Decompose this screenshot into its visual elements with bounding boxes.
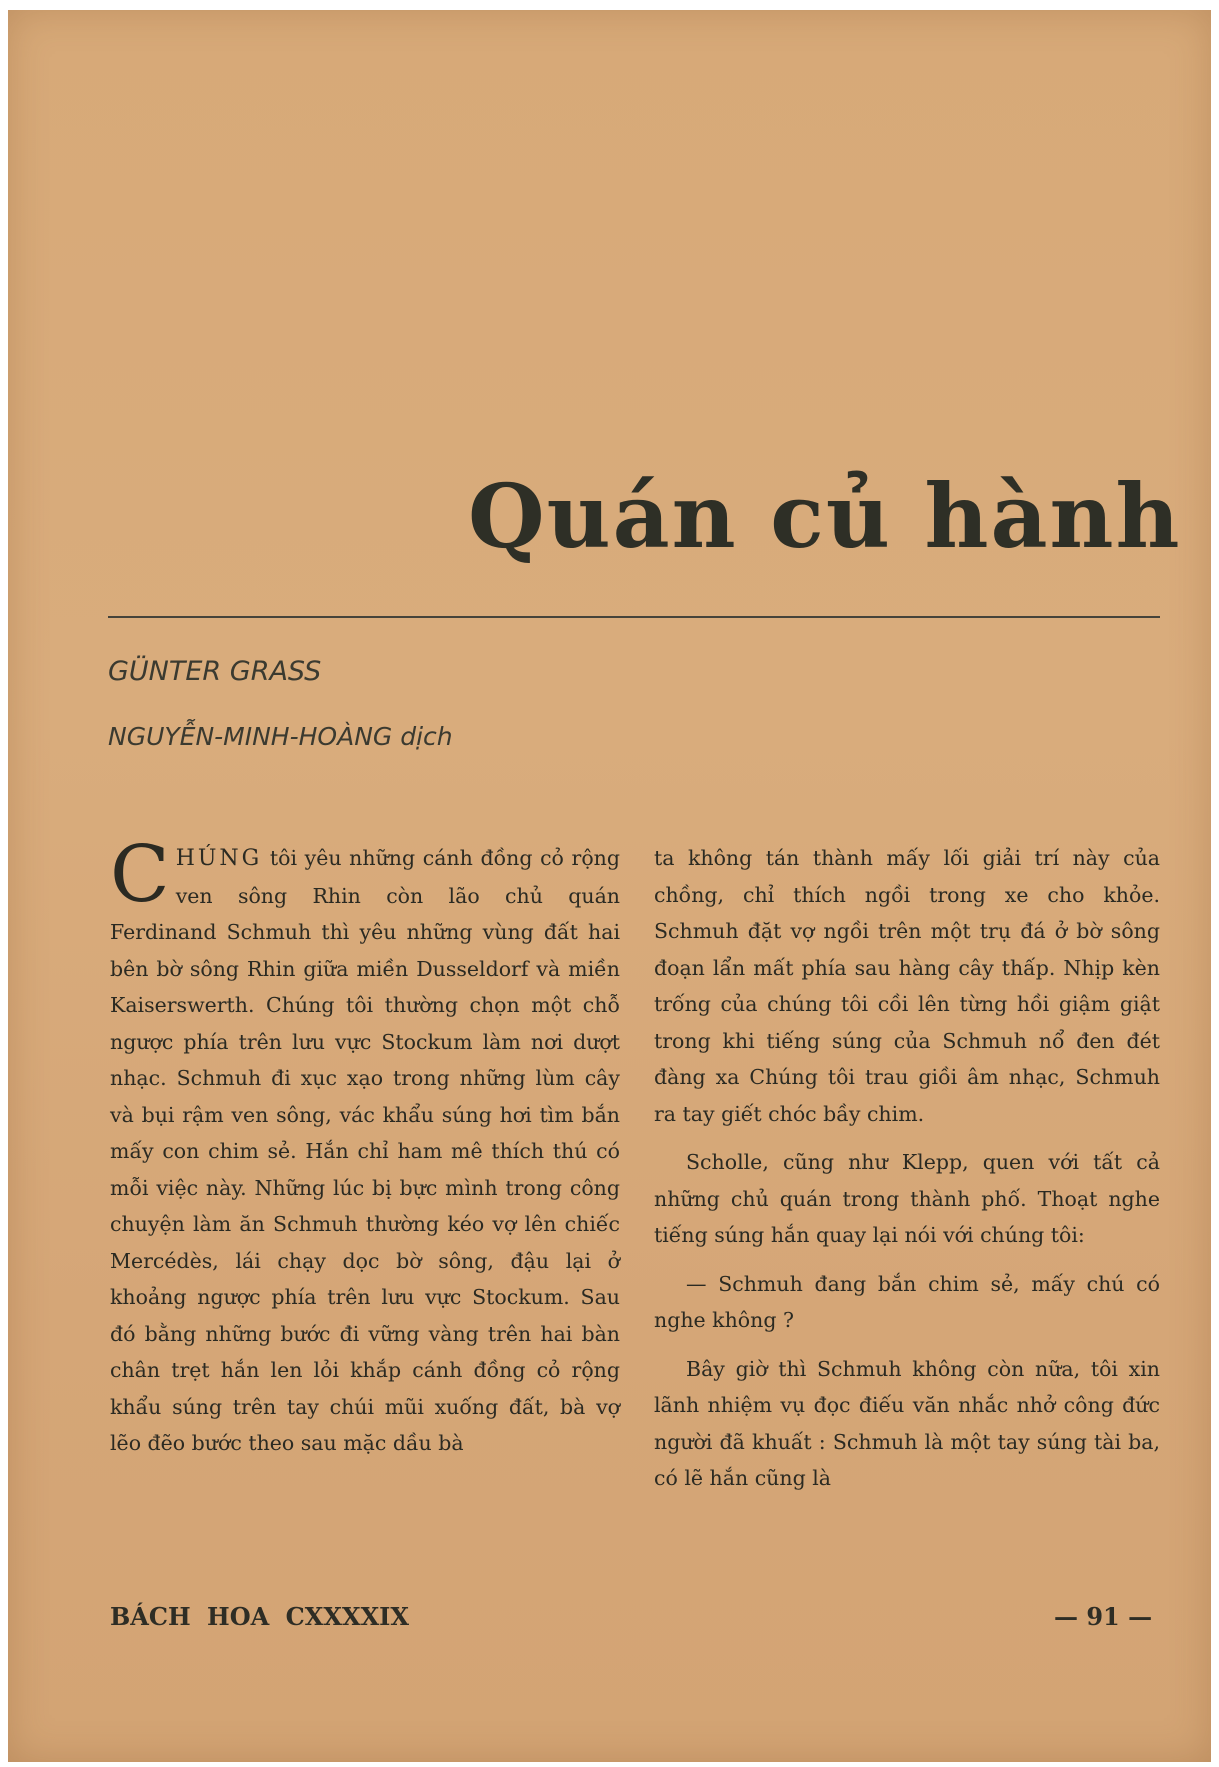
paragraph-scholle: Scholle, cũng như Klepp, quen với tất cả những chủ quán trong thành phố. Thoạt nghe tiếng súng hắn quay lại nói với chúng tôi: — [654, 1150, 1160, 1247]
opening-paragraph-text: tôi yêu những cánh đồng cỏ rộng ven sông Rhin còn lão chủ quán Ferdinand Schmuh thì yêu những vùng đất hai bên bờ sông Rhin giữa miền Dusseldorf và miền Kaiserswerth. Chúng tôi thường chọn một chỗ ngược phía trên lưu vực Stockum làm nơi dượt nhạc. Schmuh đi xục xạo trong những lùm cây và bụi rậm ven sông, vác khẩu súng hơi tìm bắn mấy con chim sẻ. Hắn chỉ ham mê thích thú có mỗi việc này. Những lúc bị bực mình trong công chuyện làm ăn Schmuh thường kéo vợ lên chiếc Mercédès, lái chạy dọc bờ sông, đậu lại ở khoảng ngược phía trên lưu vực Stockum. Sau đó bằng những bước đi vững vàng trên hai bàn chân trẹt hắn len lỏi khắp cánh đồng cỏ rộng khẩu súng trên tay chúi mũi xuống đất, bà vợ lẽo đẽo bước theo sau mặc dầu bà — [110, 846, 620, 1455]
magazine-page — [8, 10, 1211, 1762]
drop-cap: C — [110, 830, 170, 920]
opening-paragraph — [110, 830, 620, 1462]
title-divider — [108, 616, 1160, 618]
lead-caps: HÚNG — [175, 846, 263, 871]
body-column-right — [654, 840, 1160, 1497]
paragraph-continuation: ta không tán thành mấy lối giải trí này của chồng, chỉ thích ngồi trong xe cho khỏe. Schmuh đặt vợ ngồi trên một trụ đá ở bờ sông đoạn lẩn mất phía sau hàng cây thấp. Nhịp kèn trống của chúng tôi cồi lên từng hồi giậm giật trong khi tiếng súng của Schmuh nổ đen đét đàng xa Chúng tôi trau giồi âm nhạc, Schmuh ra tay giết chóc bầy chim. — [654, 846, 1160, 1126]
page-number: — 91 — — [1054, 1602, 1153, 1631]
body-column-left — [110, 830, 620, 1462]
translator-credit: NGUYỄN-MINH-HOÀNG dịch — [108, 722, 453, 751]
paragraph-eulogy: Bây giờ thì Schmuh không còn nữa, tôi xin lãnh nhiệm vụ đọc điếu văn nhắc nhở công đức người đã khuất : Schmuh là một tay súng tài ba, có lẽ hắn cũng là — [654, 1356, 1160, 1490]
publication-footer: BÁCH HOA CXXXXIX — [110, 1602, 410, 1631]
paragraph-dialogue: — Schmuh đang bắn chim sẻ, mấy chú có nghe không ? — [654, 1271, 1160, 1332]
article-title: Quán củ hành — [468, 464, 1182, 568]
author-name: GÜNTER GRASS — [108, 656, 322, 687]
